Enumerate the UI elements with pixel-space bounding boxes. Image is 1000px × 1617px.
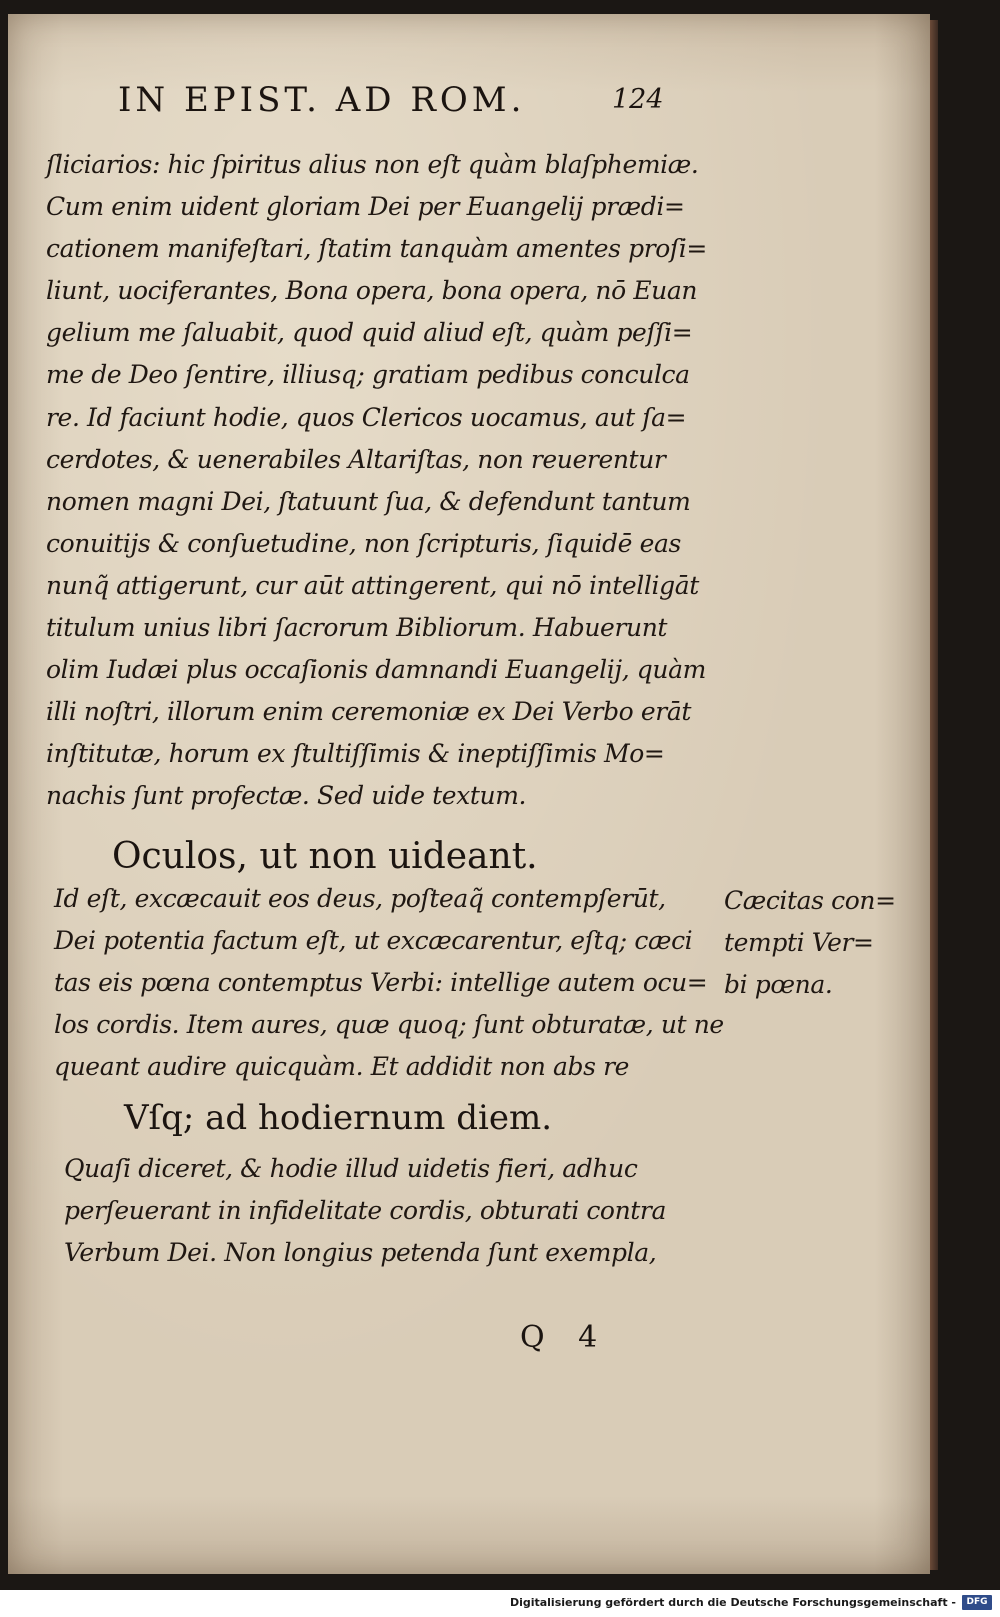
paragraph-1 — [46, 144, 711, 818]
paragraph-3 — [64, 1148, 714, 1274]
marginal-note — [724, 880, 904, 1006]
text-line: me de Deo ſentire, illiusq; gratiam pedibus conculca — [46, 360, 690, 390]
book-page — [8, 14, 930, 1574]
lemma-heading: Vſq; ad hodiernum diem. — [124, 1098, 553, 1138]
text-line: tas eis pœna contemptus Verbi: intellige autem ocu= — [54, 968, 708, 998]
text-line: illi noſtri, illorum enim ceremoniæ ex Dei Verbo erāt — [46, 697, 691, 727]
marginal-line: tempti Ver= — [724, 928, 874, 957]
marginal-line: Cæcitas con= — [724, 886, 896, 915]
folio-number: 124 — [612, 84, 664, 115]
text-line: los cordis. Item aures, quæ quoq; ſunt obturatæ, ut ne — [54, 1010, 724, 1040]
text-line: Quaſi diceret, & hodie illud uidetis fieri, adhuc — [64, 1154, 638, 1183]
lemma-heading: Oculos, ut non uideant. — [112, 836, 538, 877]
text-line: Cum enim uident gloriam Dei per Euangelij prædi= — [46, 192, 685, 222]
paragraph-2 — [54, 878, 724, 1088]
text-line: nunq̃ attigerunt, cur aūt attingerent, qui nō intelligāt — [46, 570, 699, 600]
text-line: cerdotes, & uenerabiles Altariſtas, non reuerentur — [46, 444, 666, 474]
running-head: IN EPIST. AD ROM. — [118, 80, 526, 120]
page-edge — [930, 20, 938, 1570]
text-line: Dei potentia factum eſt, ut excæcarentur, eſtq; cæci — [54, 926, 693, 956]
text-line: re. Id faciunt hodie, quos Clericos uocamus, aut ſa= — [46, 402, 687, 432]
dfg-logo: DFG — [962, 1595, 992, 1610]
text-line: Verbum Dei. Non longius petenda ſunt exempla, — [64, 1238, 657, 1268]
footer-bar — [0, 1590, 1000, 1617]
text-line: olim Iudæi plus occaſionis damnandi Euangelij, quàm — [46, 655, 706, 685]
text-line: inſtitutæ, horum ex ſtultiſſimis & ineptiſſimis Mo= — [46, 739, 665, 769]
text-line: Id eſt, excæcauit eos deus, poſteaq̃ contempſerūt, — [54, 884, 666, 913]
text-line: queant audire quicquàm. Et addidit non abs re — [54, 1052, 630, 1082]
text-line: conuitijs & conſuetudine, non ſcripturis, ſiquidē eas — [46, 528, 681, 558]
text-line: cationem manifeſtari, ſtatim tanquàm amentes proſi= — [46, 234, 707, 264]
text-line: titulum unius libri ſacrorum Bibliorum. Habuerunt — [46, 613, 668, 643]
text-line: liunt, uociferantes, Bona opera, bona opera, nō Euan — [46, 276, 698, 306]
text-line: nomen magni Dei, ſtatuunt ſua, & defendunt tantum — [46, 486, 691, 516]
funding-credit: Digitalisierung gefördert durch die Deutsche Forschungsgemeinschaft - — [509, 1596, 956, 1609]
text-line: perſeuerant in infidelitate cordis, obturati contra — [64, 1196, 666, 1226]
marginal-line: bi pœna. — [724, 970, 833, 999]
signature-mark: Q 4 — [520, 1320, 610, 1355]
text-line: nachis ſunt profectæ. Sed uide textum. — [46, 781, 527, 811]
text-line: gelium me ſaluabit, quod quid aliud eſt, quàm peſſi= — [46, 318, 693, 348]
text-line: ſliciarios: hic ſpiritus alius non eſt quàm blaſphemiæ. — [46, 150, 699, 179]
